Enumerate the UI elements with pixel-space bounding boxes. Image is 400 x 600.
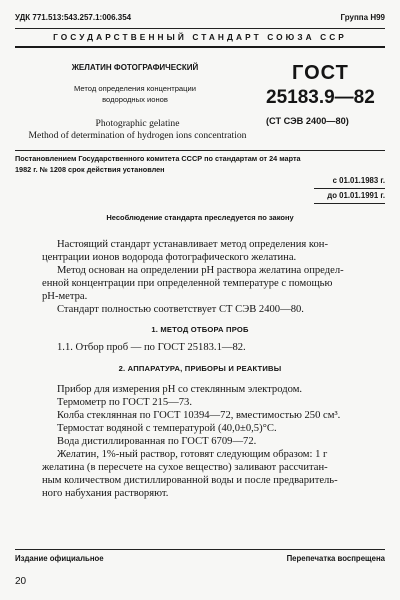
title-english-1: Photographic gelatine bbox=[95, 118, 180, 129]
footer-reprint: Перепечатка воспрещена bbox=[286, 554, 385, 563]
validity-from: с 01.01.1983 г. bbox=[332, 176, 385, 185]
header-rule-top bbox=[15, 28, 385, 29]
section-2-line-5: Вода дистиллированная по ГОСТ 6709—72. bbox=[57, 436, 257, 447]
intro-p2-line-2: енной концентрации при определенной температуре с помощью bbox=[42, 278, 333, 289]
section-2-line-3: Колба стеклянная по ГОСТ 10394—72, вместимостью 250 см³. bbox=[57, 410, 341, 421]
title-english-2: Method of determination of hydrogen ions concentration bbox=[28, 130, 247, 141]
section-2-line-2: Термометр по ГОСТ 215—73. bbox=[57, 397, 192, 408]
intro-p1-line-2: центрации ионов водорода фотографического желатина. bbox=[42, 252, 297, 263]
gost-number: 25183.9—82 bbox=[266, 87, 375, 108]
intro-p2-line-3: pH-метра. bbox=[42, 291, 88, 302]
section-1-heading: 1. МЕТОД ОТБОРА ПРОБ bbox=[151, 325, 249, 334]
decree-line-1: Постановлением Государственного комитета СССР по стандартам от 24 марта bbox=[15, 154, 301, 163]
decree-line-2: 1982 г. № 1208 срок действия установлен bbox=[15, 165, 165, 174]
header-rule-bottom bbox=[15, 46, 385, 48]
title-sub-1: Метод определения концентрации bbox=[74, 84, 196, 93]
title-main: ЖЕЛАТИН ФОТОГРАФИЧЕСКИЙ bbox=[71, 63, 199, 72]
gost-label: ГОСТ bbox=[292, 62, 349, 84]
intro-p3: Стандарт полностью соответствует СТ СЭВ 2400—80. bbox=[57, 304, 304, 315]
group-code: Группа Н99 bbox=[340, 13, 385, 22]
section-2-line-6: Желатин, 1%-ный раствор, готовят следующим образом: 1 г bbox=[57, 449, 328, 460]
title-sub-2: водородных ионов bbox=[102, 95, 168, 104]
section-2-line-8: ным количеством дистиллированной воды и после предваритель- bbox=[42, 475, 338, 486]
intro-p1-line-1: Настоящий стандарт устанавливает метод определения кон- bbox=[57, 239, 329, 250]
validity-divider bbox=[314, 188, 385, 189]
section-2-heading: 2. АППАРАТУРА, ПРИБОРЫ И РЕАКТИВЫ bbox=[118, 364, 282, 373]
intro-p2-line-1: Метод основан на определении pH раствора желатина определ- bbox=[57, 265, 344, 276]
section-2-line-4: Термостат водяной с температурой (40,0±0,5)°С. bbox=[57, 423, 277, 434]
standard-banner: ГОСУДАРСТВЕННЫЙ СТАНДАРТ СОЮЗА ССР bbox=[53, 32, 347, 42]
section-2-line-7: желатина (в пересчете на сухое вещество) заливают рассчитан- bbox=[42, 462, 328, 473]
validity-underline bbox=[314, 203, 385, 204]
section-1-item: 1.1. Отбор проб — по ГОСТ 25183.1—82. bbox=[57, 342, 246, 353]
footer-rule bbox=[15, 549, 385, 550]
udk-code: УДК 771.513:543.257.1:006.354 bbox=[15, 13, 132, 22]
title-rule bbox=[15, 150, 385, 151]
page-number: 20 bbox=[15, 576, 27, 587]
section-2-line-9: ного набухания растворяют. bbox=[42, 488, 169, 499]
law-warning: Несоблюдение стандарта преследуется по закону bbox=[106, 213, 294, 222]
st-sev-number: (СТ СЭВ 2400—80) bbox=[266, 116, 349, 126]
validity-to: до 01.01.1991 г. bbox=[327, 191, 385, 200]
section-2-line-1: Прибор для измерения pH со стеклянным электродом. bbox=[57, 384, 303, 395]
footer-official: Издание официальное bbox=[15, 554, 104, 563]
